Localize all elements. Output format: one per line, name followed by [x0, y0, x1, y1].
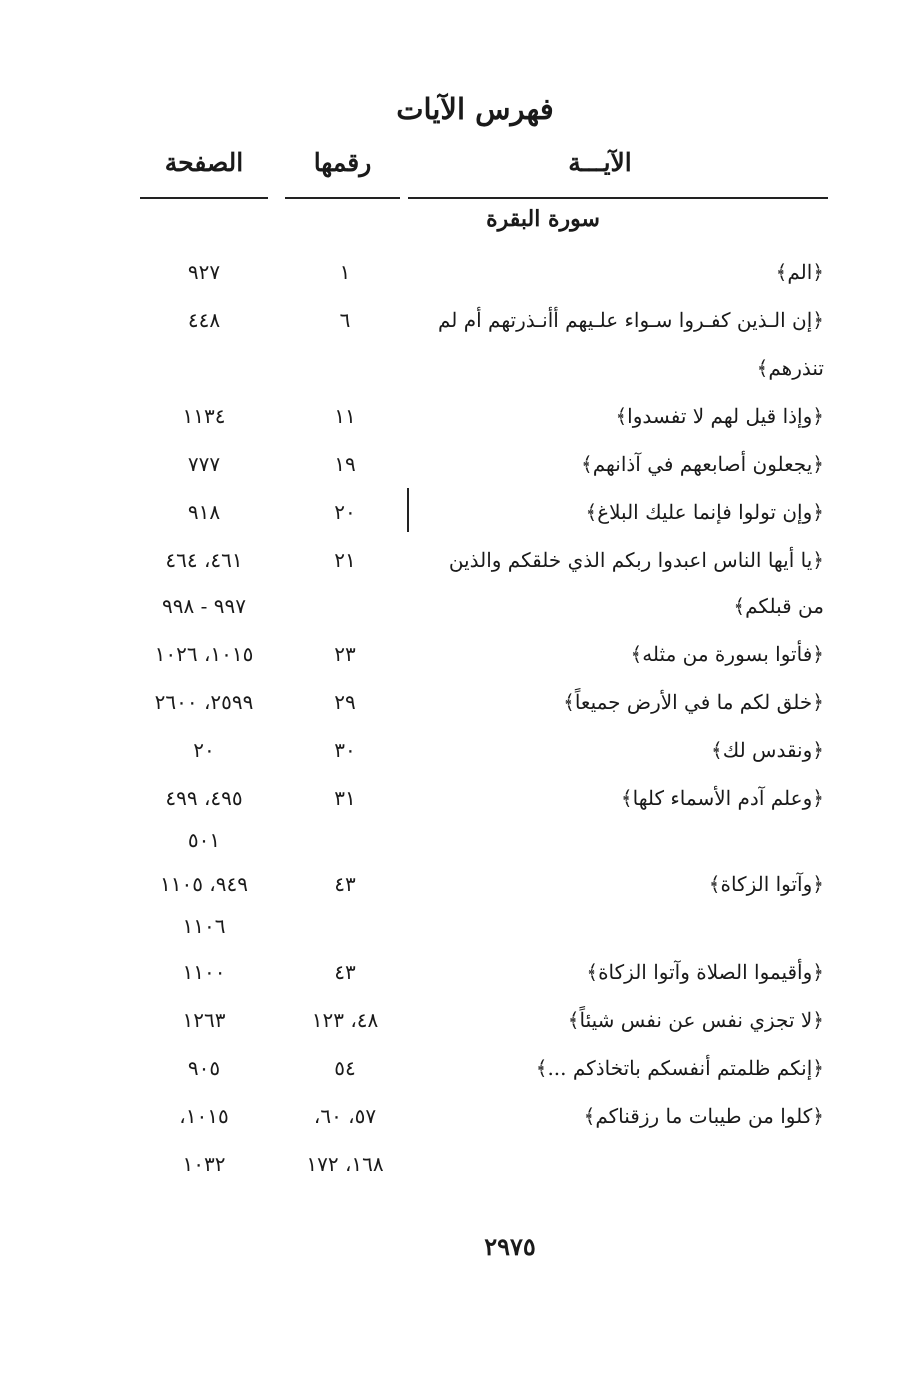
ayah-number: ٢٩: [334, 690, 356, 714]
page-refs: ١٠١٥،: [179, 1104, 229, 1128]
ayah-text: ﴿وعلم آدم الأسماء كلها﴾: [620, 786, 824, 810]
table-row: [0, 252, 920, 292]
table-row: [0, 300, 920, 340]
table-row: [0, 1048, 920, 1088]
table-row: [0, 492, 920, 532]
table-row: [0, 540, 920, 580]
page-refs: ٩٩٧ - ٩٩٨: [162, 594, 246, 618]
table-row: [0, 634, 920, 674]
table-row: [0, 730, 920, 770]
ayah-text: ﴿وأقيموا الصلاة وآتوا الزكاة﴾: [586, 960, 824, 984]
table-row: [0, 1000, 920, 1040]
page-title: فهرس الآيات: [396, 92, 554, 126]
ayah-text: ﴿إن الـذين كفـروا سـواء علـيهم أأنـذرتهم أم لم: [437, 308, 824, 332]
ayah-text: ﴿كلوا من طيبات ما رزقناكم﴾: [583, 1104, 824, 1128]
ayah-number: ٢١: [334, 548, 356, 572]
column-header-page: الصفحة: [164, 148, 244, 177]
page-refs: ٩٤٩، ١١٠٥: [159, 872, 248, 896]
ayah-text: من قبلكم﴾: [733, 594, 824, 618]
ayah-text: ﴿فأتوا بسورة من مثله﴾: [630, 642, 824, 666]
ayah-text: ﴿يا أيها الناس اعبدوا ربكم الذي خلقكم والذين: [448, 548, 824, 572]
page-refs: ٧٧٧: [187, 452, 221, 476]
ayah-text: ﴿وإن تولوا فإنما عليك البلاغ﴾: [585, 500, 824, 524]
ayah-number: ٤٨، ١٢٣: [311, 1008, 379, 1032]
table-row: [0, 396, 920, 436]
page-refs: ٢٥٩٩، ٢٦٠٠: [154, 690, 254, 714]
page-refs: ٤٩٥، ٤٩٩: [165, 786, 243, 810]
ayah-text: ﴿خلق لكم ما في الأرض جميعاً﴾: [563, 690, 824, 714]
column-header-number: رقمها: [313, 148, 372, 177]
page-refs: ١٠٣٢: [182, 1152, 226, 1176]
header-rule-ayah: [408, 197, 828, 199]
ayah-text: ﴿لا تجزي نفس عن نفس شيئاً﴾: [567, 1008, 824, 1032]
ayah-number: ٢٣: [334, 642, 356, 666]
page-refs: ١٠١٥، ١٠٢٦: [154, 642, 254, 666]
ayah-text: ﴿وإذا قيل لهم لا تفسدوا﴾: [615, 404, 824, 428]
table-row: [0, 682, 920, 722]
table-row: [0, 586, 920, 626]
ayah-text: ﴿إنكم ظلمتم أنفسكم باتخاذكم ...﴾: [535, 1056, 824, 1080]
table-row: [0, 952, 920, 992]
page-refs: ٩٢٧: [187, 260, 221, 284]
ayah-number: ١١: [334, 404, 356, 428]
column-header-ayah: الآيـــة: [568, 148, 632, 177]
ayah-text: ﴿يجعلون أصابعهم في آذانهم﴾: [581, 452, 824, 476]
surah-heading: سورة البقرة: [486, 206, 600, 232]
page-number: ٢٩٧٥: [484, 1232, 536, 1261]
ayah-text: ﴿الم﴾: [775, 260, 824, 284]
ayah-number: ١٩: [334, 452, 356, 476]
page-refs: ١٢٦٣: [182, 1008, 226, 1032]
page-refs: ٤٦١، ٤٦٤: [165, 548, 243, 572]
table-row: [0, 348, 920, 388]
header-rule-number: [285, 197, 400, 199]
ayah-number: ٢٠: [334, 500, 356, 524]
page-refs: ٥٠١: [187, 828, 221, 852]
page-refs: ١١٠٦: [182, 914, 226, 938]
ayah-number: ٣٠: [334, 738, 356, 762]
table-row: [0, 820, 920, 860]
page-refs: ٢٠: [193, 738, 215, 762]
table-row: [0, 906, 920, 946]
ayah-number: ٦: [339, 308, 351, 332]
table-row: [0, 1096, 920, 1136]
page-refs: ٩١٨: [187, 500, 221, 524]
header-rule-page: [140, 197, 268, 199]
ayah-text: ﴿وآتوا الزكاة﴾: [708, 872, 824, 896]
table-row: [0, 864, 920, 904]
ayah-text: ﴿ونقدس لك﴾: [711, 738, 824, 762]
page-refs: ١١٣٤: [182, 404, 226, 428]
table-row: [0, 1144, 920, 1184]
page-refs: ٤٤٨: [187, 308, 221, 332]
ayah-number: ٣١: [334, 786, 356, 810]
ayah-number: ١: [339, 260, 351, 284]
ayah-number: ٤٣: [334, 872, 356, 896]
table-row: [0, 778, 920, 818]
ayah-number: ١٦٨، ١٧٢: [306, 1152, 384, 1176]
ayah-number: ٤٣: [334, 960, 356, 984]
table-row: [0, 444, 920, 484]
ayah-number: ٥٧، ٦٠،: [313, 1104, 377, 1128]
page-refs: ٩٠٥: [187, 1056, 221, 1080]
page-refs: ١١٠٠: [182, 960, 226, 984]
ayah-number: ٥٤: [334, 1056, 356, 1080]
ayah-text: تنذرهم﴾: [756, 356, 824, 380]
